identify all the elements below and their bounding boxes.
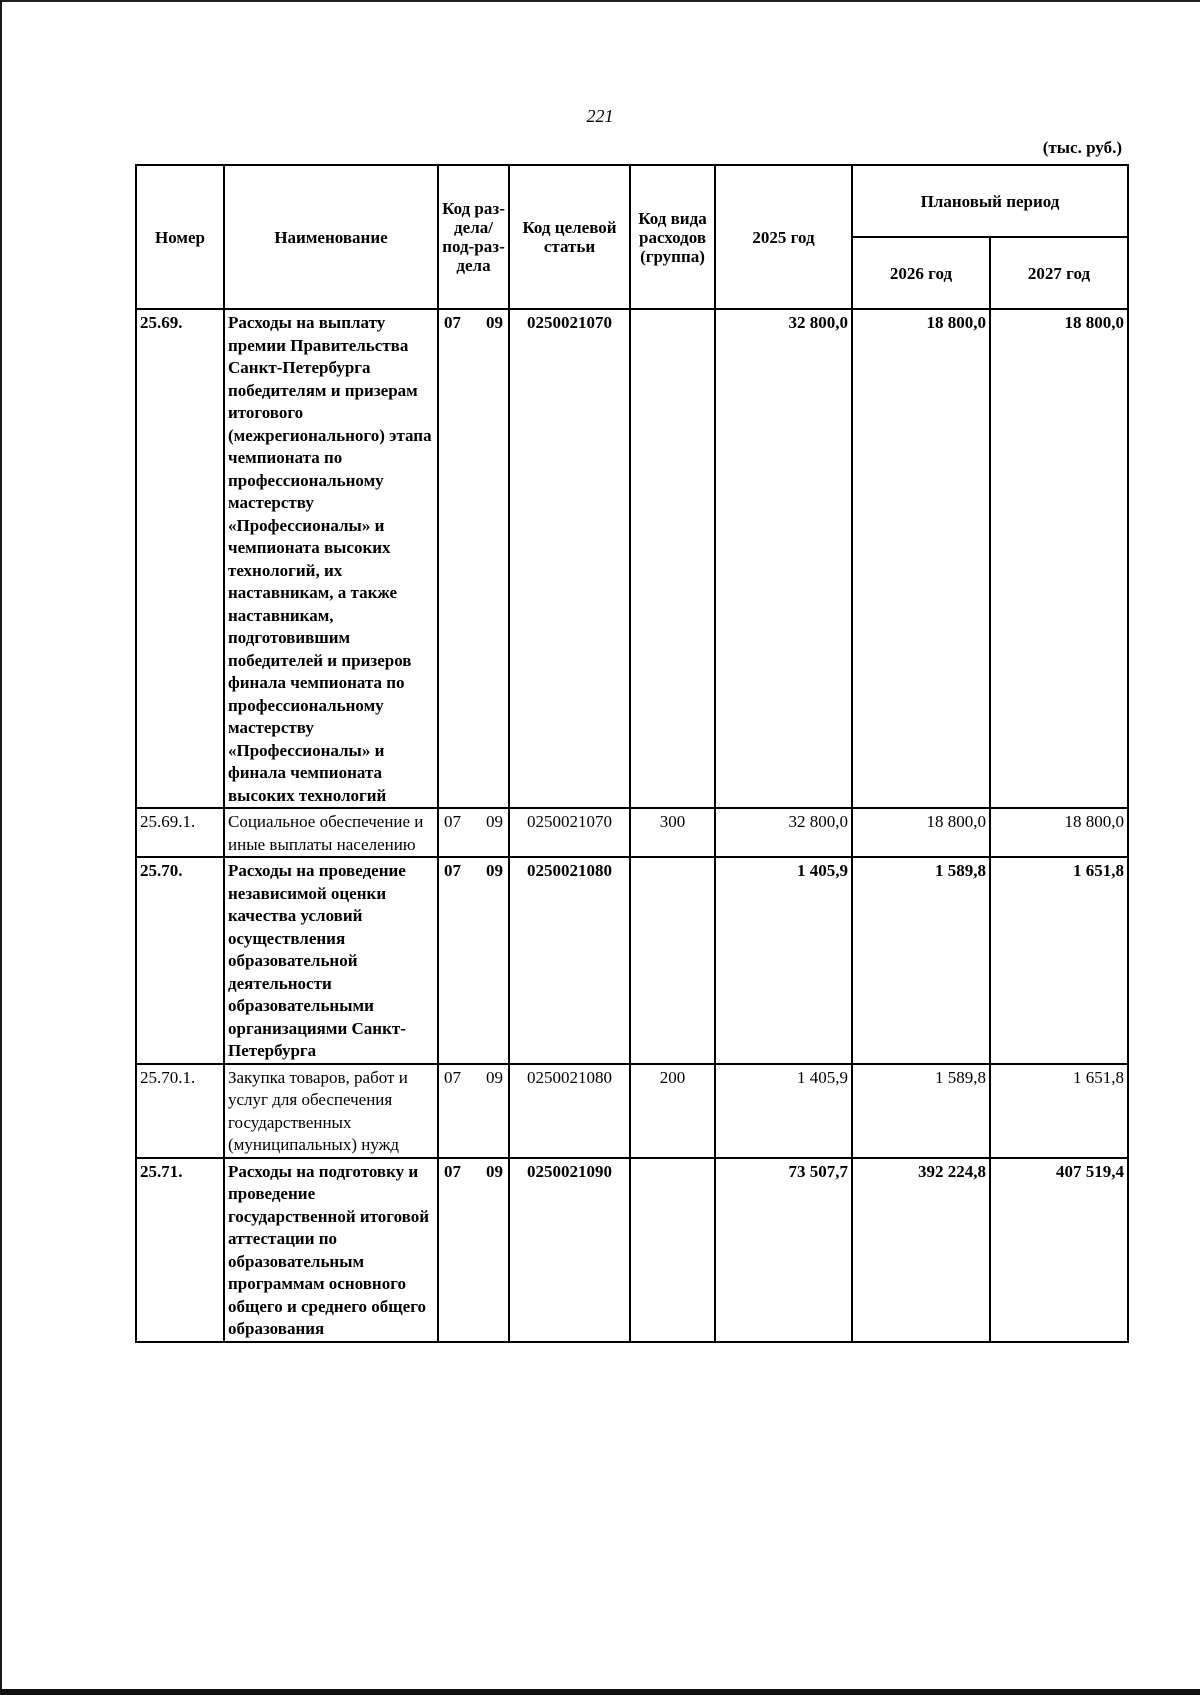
row-amount-2026: 18 800,0 [852,309,990,808]
header-number: Номер [136,165,224,309]
header-name: Наименование [224,165,438,309]
section-code: 07 [444,861,461,880]
budget-table [135,164,1129,1343]
section-subsection-pair [442,1067,505,1090]
row-section-code [438,808,509,857]
row-amount-2025: 73 507,7 [715,1158,852,1342]
section-subsection-pair [442,811,505,834]
row-name: Расходы на проведение независимой оценки качества условий осуществления образовательной деятельности образовательными организациями Санкт-Петербурга [224,857,438,1064]
subsection-code: 09 [486,812,503,831]
subsection-code: 09 [486,1161,503,1181]
row-amount-2025: 1 405,9 [715,857,852,1064]
row-amount-2026: 392 224,8 [852,1158,990,1342]
header-expense-group: Код вида расходов (группа) [630,165,715,309]
row-amount-2025: 1 405,9 [715,1064,852,1158]
row-amount-2027: 1 651,8 [990,857,1128,1064]
section-code: 07 [444,812,461,831]
section-code: 07 [444,1161,461,1181]
row-name: Расходы на выплату премии Правительства Санкт-Петербурга победителям и призерам итогового (межрегионального) этапа чемпионата по профессиональному мастерству «Профессионалы» и чемпионата высоких технологий, их наставникам, а также наставникам, подготовившим победителей и призеров финала чемпионата по профессиональному мастерству «Профессионалы» и финала чемпионата высоких технологий [224,309,438,808]
header-year-2027: 2027 год [990,237,1128,309]
row-target-code: 0250021080 [509,1064,630,1158]
row-amount-2025: 32 800,0 [715,309,852,808]
row-name: Расходы на подготовку и проведение государственной итоговой аттестации по образовательным программам основного общего и среднего общего образования [224,1158,438,1342]
row-number: 25.70. [136,857,224,1064]
table-body [136,309,1128,1342]
page-number: 221 [586,106,614,126]
row-target-code: 0250021080 [509,857,630,1064]
row-name: Социальное обеспечение и иные выплаты населению [224,808,438,857]
row-section-code [438,1064,509,1158]
table-row [136,1064,1128,1158]
header-year-2025: 2025 год [715,165,852,309]
header-section-code: Код раз-дела/ под-раз-дела [438,165,509,309]
row-amount-2027: 1 651,8 [990,1064,1128,1158]
scan-left-edge [0,0,2,1695]
subsection-code: 09 [486,861,503,880]
row-expense-group [630,309,715,808]
row-section-code [438,857,509,1064]
row-amount-2027: 18 800,0 [990,808,1128,857]
row-expense-group [630,857,715,1064]
row-number: 25.70.1. [136,1064,224,1158]
section-subsection-pair [442,312,505,335]
row-target-code: 0250021090 [509,1158,630,1342]
row-name: Закупка товаров, работ и услуг для обеспечения государственных (муниципальных) нужд [224,1064,438,1158]
table-row [136,309,1128,808]
table-row [136,808,1128,857]
header-planned-period: Плановый период [852,165,1128,237]
section-code: 07 [444,313,461,332]
scan-top-edge [0,0,1200,2]
row-amount-2026: 1 589,8 [852,857,990,1064]
row-target-code: 0250021070 [509,309,630,808]
subsection-code: 09 [486,1067,503,1087]
row-number: 25.69. [136,309,224,808]
row-number: 25.71. [136,1158,224,1342]
subsection-code: 09 [486,313,503,332]
row-number: 25.69.1. [136,808,224,857]
section-code: 07 [444,1067,461,1087]
section-subsection-pair [442,860,505,883]
section-subsection-pair [442,1161,505,1184]
scan-bottom-edge [0,1689,1200,1695]
table-row [136,857,1128,1064]
row-target-code: 0250021070 [509,808,630,857]
row-expense-group [630,1158,715,1342]
row-amount-2025: 32 800,0 [715,808,852,857]
row-section-code [438,1158,509,1342]
row-amount-2027: 407 519,4 [990,1158,1128,1342]
header-target-code: Код целевой статьи [509,165,630,309]
units-label: (тыс. руб.) [1042,138,1122,157]
table-header [136,165,1128,309]
row-amount-2026: 1 589,8 [852,1064,990,1158]
table-row [136,1158,1128,1342]
row-amount-2026: 18 800,0 [852,808,990,857]
row-expense-group: 300 [630,808,715,857]
row-expense-group: 200 [630,1064,715,1158]
row-amount-2027: 18 800,0 [990,309,1128,808]
row-section-code [438,309,509,808]
header-year-2026: 2026 год [852,237,990,309]
